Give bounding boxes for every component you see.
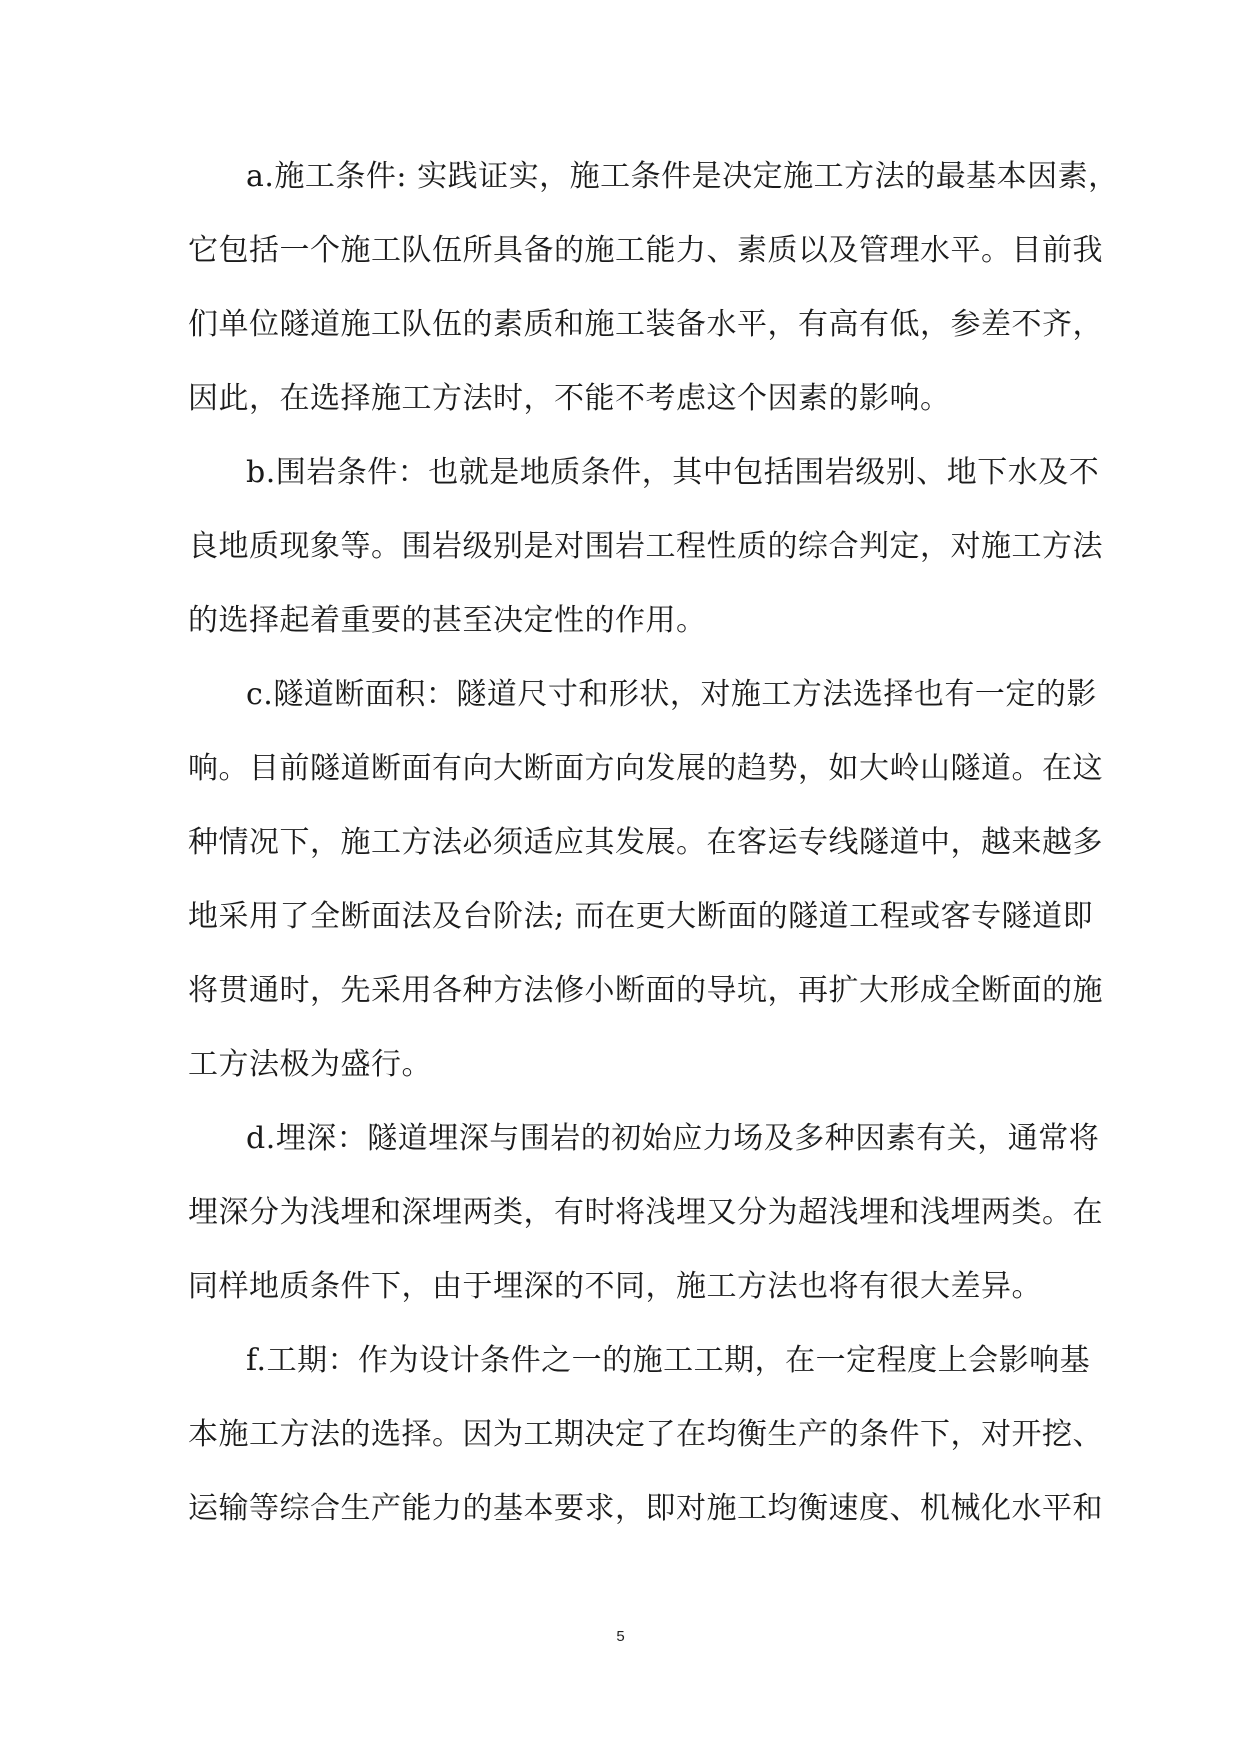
paragraph-line: d.埋深：隧道埋深与围岩的初始应力场及多种因素有关，通常将 bbox=[246, 1121, 1100, 1156]
paragraph-line: 本施工方法的选择。因为工期决定了在均衡生产的条件下，对开挖、 bbox=[188, 1417, 1103, 1452]
paragraph-a bbox=[188, 140, 1119, 436]
paragraph-line: f.工期：作为设计条件之一的施工工期，在一定程度上会影响基 bbox=[246, 1343, 1091, 1378]
paragraph-line: 因此，在选择施工方法时，不能不考虑这个因素的影响。 bbox=[188, 381, 951, 416]
paragraph-line: 同样地质条件下，由于埋深的不同，施工方法也将有很大差异。 bbox=[188, 1269, 1042, 1304]
paragraph-line: b.围岩条件：也就是地质条件，其中包括围岩级别、地下水及不 bbox=[246, 455, 1100, 490]
paragraph-line: 种情况下，施工方法必须适应其发展。在客运专线隧道中，越来越多 bbox=[188, 825, 1103, 860]
paragraph-c bbox=[188, 658, 1103, 1102]
paragraph-line: 响。目前隧道断面有向大断面方向发展的趋势，如大岭山隧道。在这 bbox=[188, 751, 1103, 786]
paragraph-line: 它包括一个施工队伍所具备的施工能力、素质以及管理水平。目前我 bbox=[188, 233, 1103, 268]
paragraph-line: 工方法极为盛行。 bbox=[188, 1047, 432, 1082]
paragraph-line: 的选择起着重要的甚至决定性的作用。 bbox=[188, 603, 707, 638]
paragraph-line: 运输等综合生产能力的基本要求，即对施工均衡速度、机械化水平和 bbox=[188, 1491, 1103, 1526]
page-number: 5 bbox=[616, 1628, 625, 1645]
paragraph-b bbox=[188, 436, 1103, 658]
paragraph-line: 们单位隧道施工队伍的素质和施工装备水平，有高有低，参差不齐， bbox=[188, 307, 1103, 342]
paragraph-line: c.隧道断面积：隧道尺寸和形状，对施工方法选择也有一定的影 bbox=[246, 677, 1097, 712]
paragraph-d bbox=[188, 1102, 1103, 1324]
paragraph-line: 埋深分为浅埋和深埋两类，有时将浅埋又分为超浅埋和浅埋两类。在 bbox=[188, 1195, 1103, 1230]
paragraph-line: 将贯通时，先采用各种方法修小断面的导坑，再扩大形成全断面的施 bbox=[188, 973, 1103, 1008]
paragraph-line: 良地质现象等。围岩级别是对围岩工程性质的综合判定，对施工方法 bbox=[188, 529, 1103, 564]
page-body bbox=[188, 140, 1119, 1546]
paragraph-line: 地采用了全断面法及台阶法; 而在更大断面的隧道工程或客专隧道即 bbox=[188, 899, 1094, 934]
paragraph-line: a.施工条件: 实践证实，施工条件是决定施工方法的最基本因素， bbox=[246, 159, 1119, 194]
paragraph-f bbox=[188, 1324, 1103, 1546]
